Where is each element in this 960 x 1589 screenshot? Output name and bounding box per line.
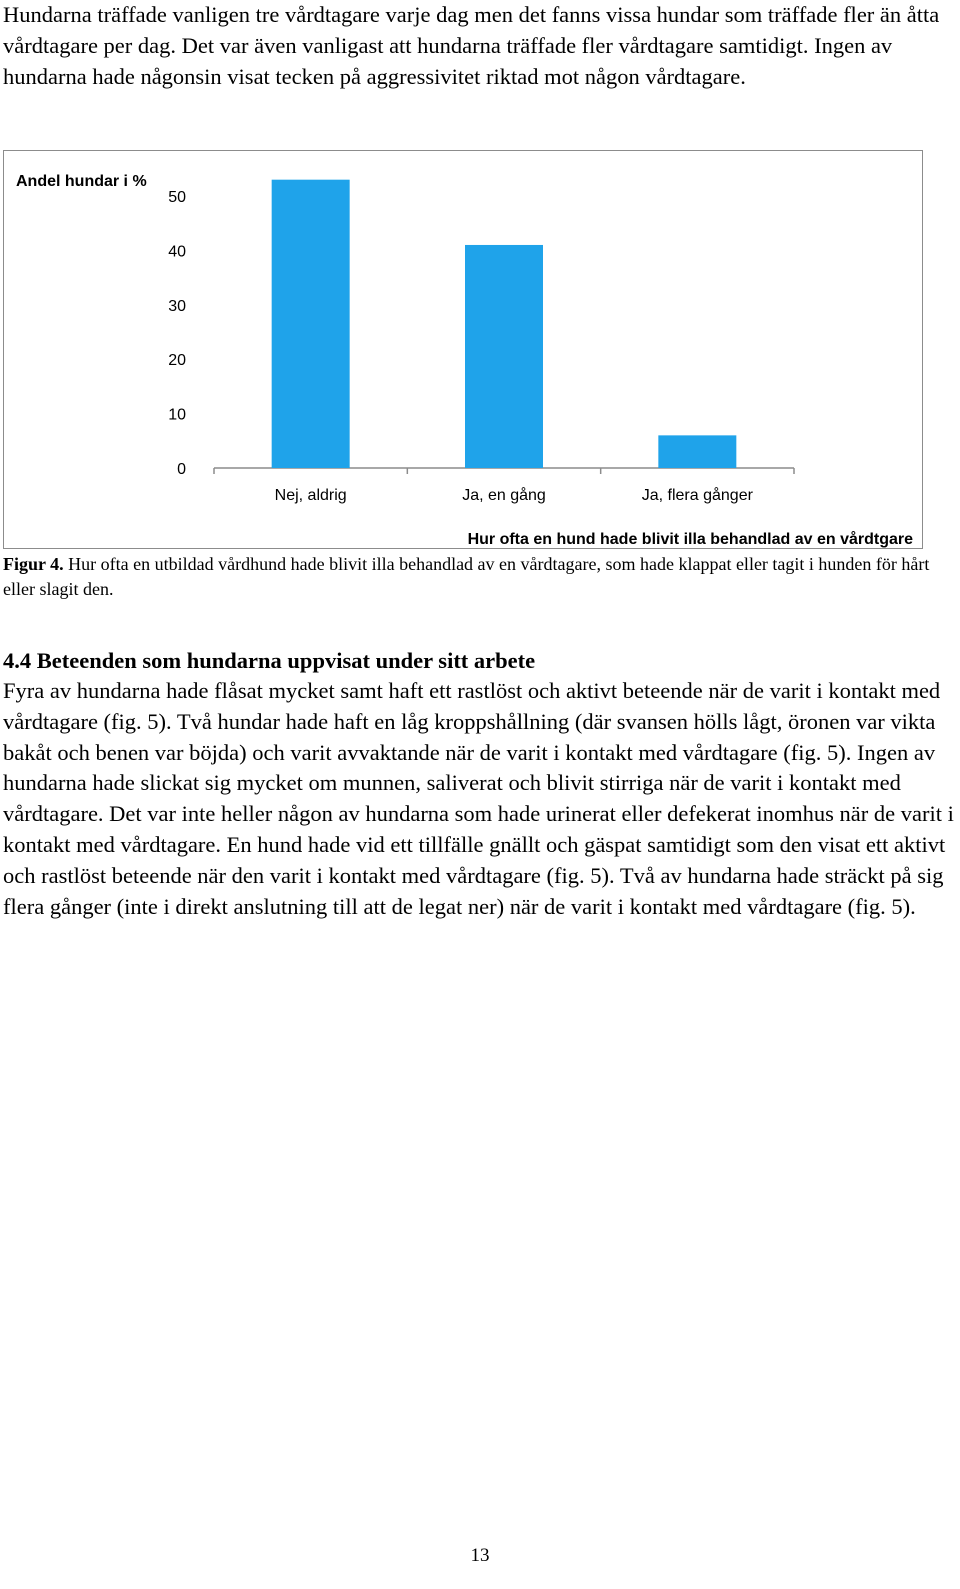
bar <box>465 245 543 468</box>
intro-paragraph: Hundarna träffade vanligen tre vårdtagare varje dag men det fanns vissa hundar som träffade fler än åtta vårdtagare per dag. Det var även vanligast att hundarna träffade fler vårdtagare samtidigt. Ingen av hundarna hade någonsin visat tecken på aggressivitet riktad mot någon vårdtagare. <box>3 2 940 89</box>
x-category-label: Ja, flera gånger <box>641 487 753 504</box>
bar <box>272 180 350 468</box>
figure-caption-text: Hur ofta en utbildad vårdhund hade blivit illa behandlad av en vårdtagare, som hade klappat eller tagit i hunden för hårt eller slagit den. <box>3 554 930 599</box>
bar <box>658 435 736 468</box>
x-category-label: Nej, aldrig <box>274 487 347 504</box>
y-tick-label: 0 <box>177 461 186 478</box>
y-axis-title: Andel hundar i % <box>16 173 147 190</box>
y-tick-label: 10 <box>168 406 186 424</box>
page-number: 13 <box>470 1545 490 1566</box>
figure-caption-label: Figur 4. <box>3 554 64 574</box>
x-axis-title: Hur ofta en hund hade blivit illa behandlad av en vårdtgare <box>467 531 913 548</box>
body-paragraph: Fyra av hundarna hade flåsat mycket samt haft ett rastlöst och aktivt beteende när de varit i kontakt med vårdtagare (fig. 5). Två hundar hade haft en låg kroppshållning (där svansen hölls lågt, öronen var vikta bakåt och benen var böjda) och varit avvaktande när de varit i kontakt med vårdtagare (fig. 5). Ingen av hundarna hade slickat sig mycket om munnen, saliverat och blivit stirriga när de varit i kontakt med vårdtagare. Det var inte heller någon av hundarna som hade urinerat eller defekerat inomhus när de varit i kontakt med vårdtagare. En hund hade vid ett tillfälle gnällt och gäspat samtidigt som den visat ett aktivt och rastlöst beteende när den varit i kontakt med vårdtagare (fig. 5). Två av hundarna hade sträckt på sig flera gånger (inte i direkt anslutning till att de legat ner) när de varit i kontakt med vårdtagare (fig. 5). <box>3 678 954 919</box>
y-tick-label: 50 <box>168 189 186 206</box>
y-tick-label: 40 <box>168 243 186 261</box>
figure-caption <box>3 552 955 602</box>
y-tick-label: 20 <box>168 352 186 370</box>
chart-canvas <box>4 151 922 548</box>
section-heading: 4.4 Beteenden som hundarna uppvisat under sitt arbete <box>3 648 536 673</box>
y-tick-label: 30 <box>168 297 186 315</box>
x-category-label: Ja, en gång <box>462 487 546 504</box>
bar-chart <box>3 150 923 549</box>
